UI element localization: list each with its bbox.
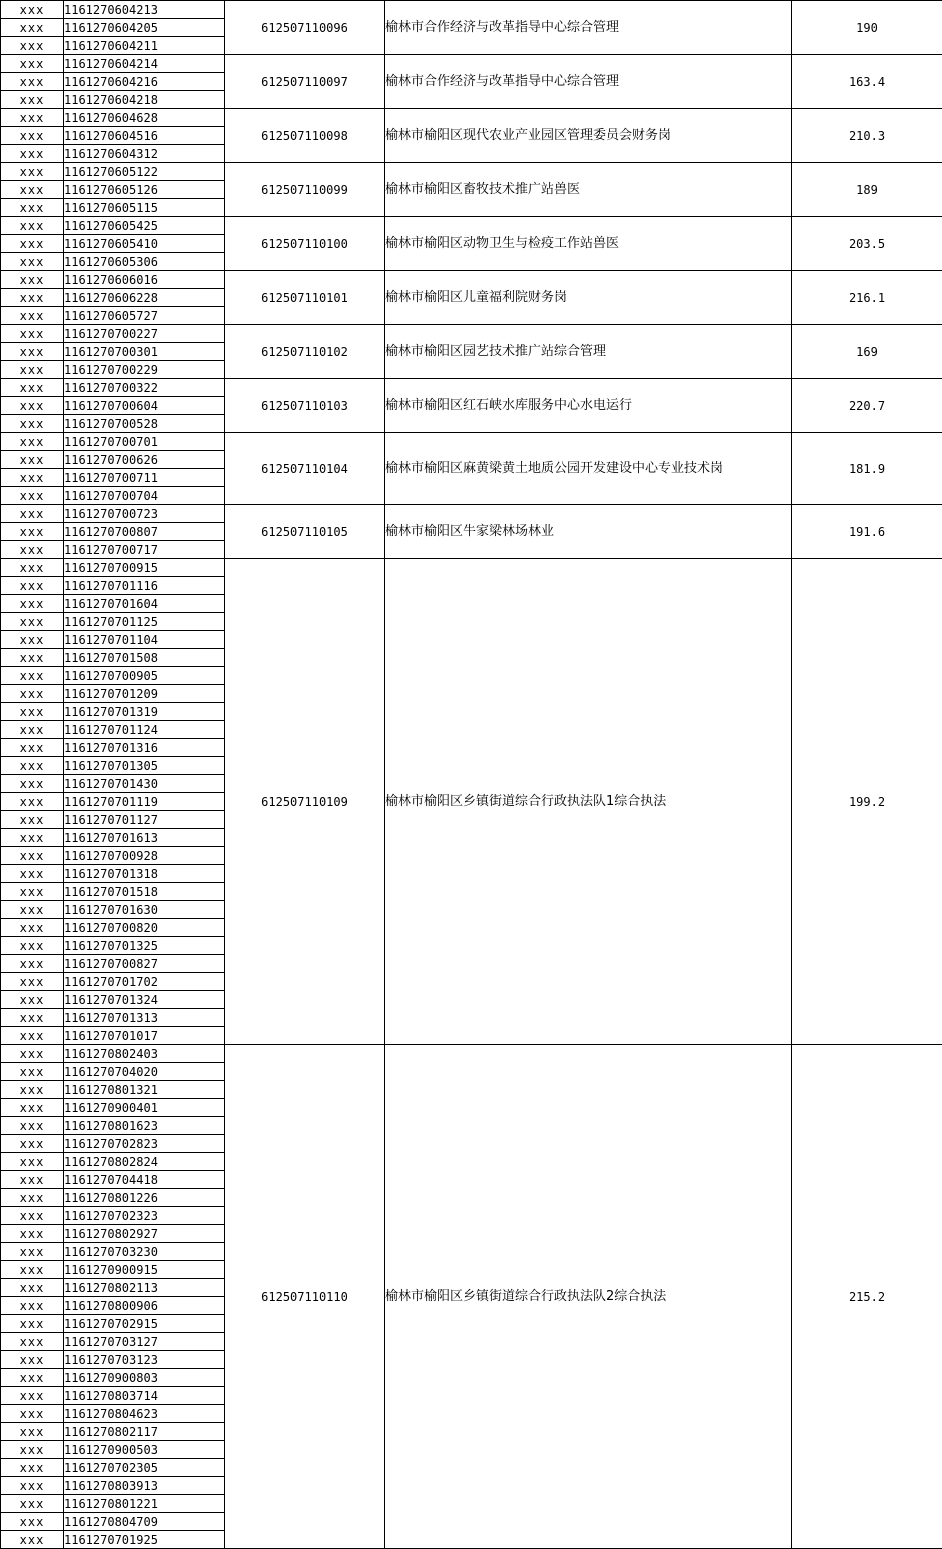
exam-id-cell: 1161270605122	[64, 163, 225, 181]
candidate-name-cell: xxx	[1, 1441, 64, 1459]
exam-id-cell: 1161270802403	[64, 1045, 225, 1063]
exam-id-cell: 1161270703127	[64, 1333, 225, 1351]
candidate-name-cell: xxx	[1, 1261, 64, 1279]
exam-id-cell: 1161270701305	[64, 757, 225, 775]
candidate-name-cell: xxx	[1, 127, 64, 145]
candidate-name-cell: xxx	[1, 775, 64, 793]
table-row	[1, 1, 942, 19]
candidate-name-cell: xxx	[1, 577, 64, 595]
position-code-cell: 612507110103	[225, 379, 385, 433]
score-line-cell: 216.1	[792, 271, 942, 325]
candidate-name-cell: xxx	[1, 1009, 64, 1027]
exam-id-cell: 1161270900503	[64, 1441, 225, 1459]
score-line-cell: 199.2	[792, 559, 942, 1045]
exam-id-cell: 1161270701508	[64, 649, 225, 667]
exam-id-cell: 1161270900401	[64, 1099, 225, 1117]
exam-id-cell: 1161270701119	[64, 793, 225, 811]
candidate-name-cell: xxx	[1, 739, 64, 757]
exam-id-cell: 1161270605727	[64, 307, 225, 325]
position-code-cell: 612507110096	[225, 1, 385, 55]
table-row	[1, 163, 942, 181]
candidate-name-cell: xxx	[1, 703, 64, 721]
score-line-cell: 169	[792, 325, 942, 379]
exam-id-cell: 1161270701316	[64, 739, 225, 757]
candidate-name-cell: xxx	[1, 793, 64, 811]
exam-id-cell: 1161270701518	[64, 883, 225, 901]
position-name-cell: 榆林市榆阳区麻黄梁黄土地质公园开发建设中心专业技术岗	[385, 433, 792, 505]
score-line-cell: 163.4	[792, 55, 942, 109]
candidate-name-cell: xxx	[1, 973, 64, 991]
candidate-name-cell: xxx	[1, 1225, 64, 1243]
candidate-name-cell: xxx	[1, 919, 64, 937]
position-name-cell: 榆林市榆阳区现代农业产业园区管理委员会财务岗	[385, 109, 792, 163]
score-line-cell: 190	[792, 1, 942, 55]
position-name-cell: 榆林市合作经济与改革指导中心综合管理	[385, 55, 792, 109]
exam-id-cell: 1161270700807	[64, 523, 225, 541]
position-code-cell: 612507110105	[225, 505, 385, 559]
exam-id-cell: 1161270701104	[64, 631, 225, 649]
exam-id-cell: 1161270703230	[64, 1243, 225, 1261]
exam-id-cell: 1161270802824	[64, 1153, 225, 1171]
candidate-name-cell: xxx	[1, 55, 64, 73]
table-row	[1, 55, 942, 73]
table-row	[1, 217, 942, 235]
exam-id-cell: 1161270700604	[64, 397, 225, 415]
candidate-name-cell: xxx	[1, 1045, 64, 1063]
position-name-cell: 榆林市榆阳区园艺技术推广站综合管理	[385, 325, 792, 379]
exam-id-cell: 1161270702323	[64, 1207, 225, 1225]
exam-id-cell: 1161270701318	[64, 865, 225, 883]
exam-id-cell: 1161270801623	[64, 1117, 225, 1135]
candidate-name-cell: xxx	[1, 1171, 64, 1189]
candidate-name-cell: xxx	[1, 145, 64, 163]
exam-id-cell: 1161270604214	[64, 55, 225, 73]
position-name-cell: 榆林市榆阳区动物卫生与检疫工作站兽医	[385, 217, 792, 271]
candidate-name-cell: xxx	[1, 181, 64, 199]
exam-id-cell: 1161270701430	[64, 775, 225, 793]
score-line-cell: 181.9	[792, 433, 942, 505]
exam-id-cell: 1161270701630	[64, 901, 225, 919]
results-table-body	[1, 1, 942, 1549]
exam-id-cell: 1161270604312	[64, 145, 225, 163]
candidate-name-cell: xxx	[1, 109, 64, 127]
candidate-name-cell: xxx	[1, 541, 64, 559]
candidate-name-cell: xxx	[1, 1081, 64, 1099]
exam-id-cell: 1161270701116	[64, 577, 225, 595]
exam-id-cell: 1161270700227	[64, 325, 225, 343]
position-code-cell: 612507110097	[225, 55, 385, 109]
table-row	[1, 379, 942, 397]
exam-id-cell: 1161270701125	[64, 613, 225, 631]
exam-id-cell: 1161270701124	[64, 721, 225, 739]
exam-id-cell: 1161270701017	[64, 1027, 225, 1045]
position-name-cell: 榆林市榆阳区乡镇街道综合行政执法队2综合执法	[385, 1045, 792, 1549]
position-code-cell: 612507110102	[225, 325, 385, 379]
candidate-name-cell: xxx	[1, 1243, 64, 1261]
position-name-cell: 榆林市榆阳区红石峡水库服务中心水电运行	[385, 379, 792, 433]
exam-id-cell: 1161270804709	[64, 1513, 225, 1531]
score-line-cell: 191.6	[792, 505, 942, 559]
candidate-name-cell: xxx	[1, 307, 64, 325]
candidate-name-cell: xxx	[1, 361, 64, 379]
candidate-name-cell: xxx	[1, 631, 64, 649]
candidate-name-cell: xxx	[1, 1153, 64, 1171]
exam-id-cell: 1161270701325	[64, 937, 225, 955]
candidate-name-cell: xxx	[1, 397, 64, 415]
exam-id-cell: 1161270704418	[64, 1171, 225, 1189]
candidate-name-cell: xxx	[1, 1279, 64, 1297]
exam-id-cell: 1161270802117	[64, 1423, 225, 1441]
position-code-cell: 612507110110	[225, 1045, 385, 1549]
exam-id-cell: 1161270702915	[64, 1315, 225, 1333]
table-row	[1, 1045, 942, 1063]
exam-id-cell: 1161270700717	[64, 541, 225, 559]
exam-id-cell: 1161270803913	[64, 1477, 225, 1495]
candidate-name-cell: xxx	[1, 1189, 64, 1207]
score-line-cell: 210.3	[792, 109, 942, 163]
exam-id-cell: 1161270900915	[64, 1261, 225, 1279]
candidate-name-cell: xxx	[1, 1099, 64, 1117]
candidate-name-cell: xxx	[1, 883, 64, 901]
candidate-name-cell: xxx	[1, 847, 64, 865]
exam-id-cell: 1161270604218	[64, 91, 225, 109]
candidate-name-cell: xxx	[1, 289, 64, 307]
candidate-name-cell: xxx	[1, 271, 64, 289]
candidate-name-cell: xxx	[1, 685, 64, 703]
exam-id-cell: 1161270606228	[64, 289, 225, 307]
candidate-name-cell: xxx	[1, 1135, 64, 1153]
position-code-cell: 612507110098	[225, 109, 385, 163]
candidate-name-cell: xxx	[1, 595, 64, 613]
candidate-name-cell: xxx	[1, 829, 64, 847]
candidate-name-cell: xxx	[1, 487, 64, 505]
position-code-cell: 612507110104	[225, 433, 385, 505]
exam-id-cell: 1161270700229	[64, 361, 225, 379]
candidate-name-cell: xxx	[1, 991, 64, 1009]
candidate-name-cell: xxx	[1, 1405, 64, 1423]
candidate-name-cell: xxx	[1, 1, 64, 19]
candidate-name-cell: xxx	[1, 1531, 64, 1549]
candidate-name-cell: xxx	[1, 937, 64, 955]
exam-id-cell: 1161270604216	[64, 73, 225, 91]
exam-id-cell: 1161270700701	[64, 433, 225, 451]
exam-id-cell: 1161270700711	[64, 469, 225, 487]
candidate-name-cell: xxx	[1, 1459, 64, 1477]
exam-id-cell: 1161270804623	[64, 1405, 225, 1423]
candidate-name-cell: xxx	[1, 1297, 64, 1315]
candidate-name-cell: xxx	[1, 199, 64, 217]
candidate-name-cell: xxx	[1, 955, 64, 973]
table-row	[1, 271, 942, 289]
candidate-name-cell: xxx	[1, 1513, 64, 1531]
candidate-name-cell: xxx	[1, 1351, 64, 1369]
exam-id-cell: 1161270801321	[64, 1081, 225, 1099]
exam-id-cell: 1161270801221	[64, 1495, 225, 1513]
candidate-name-cell: xxx	[1, 91, 64, 109]
exam-id-cell: 1161270701127	[64, 811, 225, 829]
candidate-name-cell: xxx	[1, 1423, 64, 1441]
candidate-name-cell: xxx	[1, 1207, 64, 1225]
score-line-cell: 189	[792, 163, 942, 217]
candidate-name-cell: xxx	[1, 1495, 64, 1513]
exam-id-cell: 1161270701613	[64, 829, 225, 847]
exam-id-cell: 1161270700626	[64, 451, 225, 469]
candidate-name-cell: xxx	[1, 901, 64, 919]
candidate-name-cell: xxx	[1, 19, 64, 37]
exam-id-cell: 1161270702305	[64, 1459, 225, 1477]
candidate-name-cell: xxx	[1, 1063, 64, 1081]
exam-id-cell: 1161270700301	[64, 343, 225, 361]
exam-id-cell: 1161270606016	[64, 271, 225, 289]
exam-id-cell: 1161270604516	[64, 127, 225, 145]
exam-id-cell: 1161270802113	[64, 1279, 225, 1297]
exam-id-cell: 1161270801226	[64, 1189, 225, 1207]
table-row	[1, 559, 942, 577]
candidate-name-cell: xxx	[1, 469, 64, 487]
exam-id-cell: 1161270701702	[64, 973, 225, 991]
position-code-cell: 612507110101	[225, 271, 385, 325]
exam-id-cell: 1161270700322	[64, 379, 225, 397]
candidate-name-cell: xxx	[1, 163, 64, 181]
exam-id-cell: 1161270700827	[64, 955, 225, 973]
exam-id-cell: 1161270700528	[64, 415, 225, 433]
candidate-name-cell: xxx	[1, 1369, 64, 1387]
position-name-cell: 榆林市榆阳区儿童福利院财务岗	[385, 271, 792, 325]
exam-id-cell: 1161270604211	[64, 37, 225, 55]
exam-id-cell: 1161270701324	[64, 991, 225, 1009]
exam-id-cell: 1161270604628	[64, 109, 225, 127]
position-name-cell: 榆林市榆阳区牛家梁林场林业	[385, 505, 792, 559]
exam-id-cell: 1161270605410	[64, 235, 225, 253]
exam-id-cell: 1161270700928	[64, 847, 225, 865]
candidate-name-cell: xxx	[1, 433, 64, 451]
score-line-cell: 215.2	[792, 1045, 942, 1549]
exam-id-cell: 1161270800906	[64, 1297, 225, 1315]
position-code-cell: 612507110099	[225, 163, 385, 217]
candidate-name-cell: xxx	[1, 73, 64, 91]
candidate-name-cell: xxx	[1, 1477, 64, 1495]
exam-id-cell: 1161270701925	[64, 1531, 225, 1549]
candidate-name-cell: xxx	[1, 1387, 64, 1405]
table-row	[1, 109, 942, 127]
exam-id-cell: 1161270605115	[64, 199, 225, 217]
exam-id-cell: 1161270900803	[64, 1369, 225, 1387]
position-name-cell: 榆林市合作经济与改革指导中心综合管理	[385, 1, 792, 55]
candidate-name-cell: xxx	[1, 37, 64, 55]
candidate-name-cell: xxx	[1, 1315, 64, 1333]
exam-id-cell: 1161270604205	[64, 19, 225, 37]
exam-id-cell: 1161270702823	[64, 1135, 225, 1153]
position-name-cell: 榆林市榆阳区乡镇街道综合行政执法队1综合执法	[385, 559, 792, 1045]
position-code-cell: 612507110109	[225, 559, 385, 1045]
exam-id-cell: 1161270604213	[64, 1, 225, 19]
exam-id-cell: 1161270700905	[64, 667, 225, 685]
exam-id-cell: 1161270802927	[64, 1225, 225, 1243]
exam-id-cell: 1161270700704	[64, 487, 225, 505]
candidate-name-cell: xxx	[1, 1333, 64, 1351]
table-row	[1, 505, 942, 523]
candidate-name-cell: xxx	[1, 667, 64, 685]
candidate-name-cell: xxx	[1, 253, 64, 271]
candidate-name-cell: xxx	[1, 217, 64, 235]
candidate-name-cell: xxx	[1, 379, 64, 397]
score-line-cell: 203.5	[792, 217, 942, 271]
candidate-name-cell: xxx	[1, 523, 64, 541]
exam-id-cell: 1161270701209	[64, 685, 225, 703]
position-name-cell: 榆林市榆阳区畜牧技术推广站兽医	[385, 163, 792, 217]
exam-id-cell: 1161270605306	[64, 253, 225, 271]
table-row	[1, 325, 942, 343]
candidate-name-cell: xxx	[1, 559, 64, 577]
table-row	[1, 433, 942, 451]
candidate-name-cell: xxx	[1, 811, 64, 829]
exam-id-cell: 1161270700723	[64, 505, 225, 523]
candidate-name-cell: xxx	[1, 1117, 64, 1135]
exam-id-cell: 1161270605126	[64, 181, 225, 199]
exam-id-cell: 1161270700820	[64, 919, 225, 937]
candidate-name-cell: xxx	[1, 721, 64, 739]
candidate-name-cell: xxx	[1, 451, 64, 469]
candidate-name-cell: xxx	[1, 235, 64, 253]
candidate-name-cell: xxx	[1, 1027, 64, 1045]
exam-id-cell: 1161270701319	[64, 703, 225, 721]
candidate-name-cell: xxx	[1, 757, 64, 775]
candidate-name-cell: xxx	[1, 649, 64, 667]
exam-id-cell: 1161270704020	[64, 1063, 225, 1081]
exam-id-cell: 1161270605425	[64, 217, 225, 235]
candidate-name-cell: xxx	[1, 343, 64, 361]
score-line-cell: 220.7	[792, 379, 942, 433]
exam-id-cell: 1161270701313	[64, 1009, 225, 1027]
exam-id-cell: 1161270700915	[64, 559, 225, 577]
candidate-name-cell: xxx	[1, 505, 64, 523]
candidate-name-cell: xxx	[1, 613, 64, 631]
exam-id-cell: 1161270803714	[64, 1387, 225, 1405]
candidate-name-cell: xxx	[1, 325, 64, 343]
position-code-cell: 612507110100	[225, 217, 385, 271]
exam-id-cell: 1161270701604	[64, 595, 225, 613]
candidate-name-cell: xxx	[1, 415, 64, 433]
exam-id-cell: 1161270703123	[64, 1351, 225, 1369]
candidate-name-cell: xxx	[1, 865, 64, 883]
